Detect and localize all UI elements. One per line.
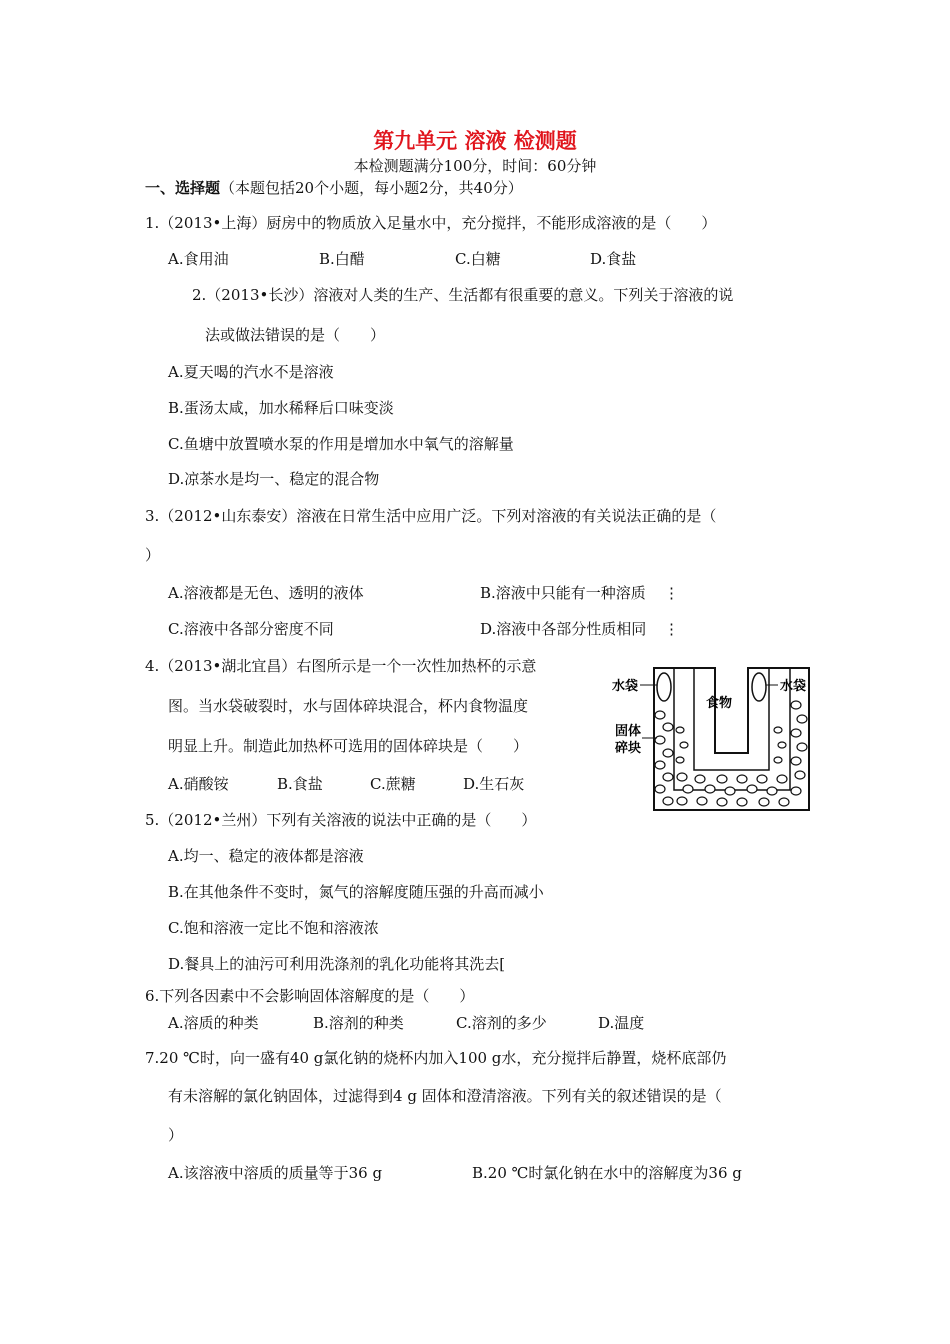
q7-option-b: B.20 ℃时氯化钠在水中的溶解度为36 g [472,1164,742,1182]
section-heading [145,178,523,198]
q6-option-d: D.温度 [598,1014,645,1032]
label-solid-line2: 碎块 [615,741,642,756]
label-food: 食物 [706,696,733,711]
label-solid-line1: 固体 [615,724,642,739]
q1-option-b: B.白醋 [319,250,365,268]
q1-option-d: D.食盐 [590,250,637,268]
q7-option-a: A.该溶液中溶质的质量等于36 g [168,1164,383,1182]
q2-option-c: C.鱼塘中放置喷水泵的作用是增加水中氧气的溶解量 [168,435,514,453]
water-bag-left [657,673,671,701]
question-7-stem-line1: 7.20 ℃时，向一盛有40 g氯化钠的烧杯内加入100 g水，充分搅拌后静置，烧杯底部仍 [145,1049,727,1067]
q1-option-c: C.白糖 [455,250,501,268]
q4-option-d: D.生石灰 [463,775,525,793]
heating-cup-diagram [612,665,812,815]
question-2-stem-line1: 2.（2013•长沙）溶液对人类的生产、生活都有很重要的意义。下列关于溶液的说 [192,286,734,304]
question-4-stem-line2: 图。当水袋破裂时，水与固体碎块混合，杯内食物温度 [168,697,529,715]
q4-option-b: B.食盐 [277,775,323,793]
q4-option-a: A.硝酸铵 [168,775,229,793]
q5-option-b: B.在其他条件不变时，氮气的溶解度随压强的升高而减小 [168,883,544,901]
margin-mark: ⋮ [664,620,680,638]
question-7-stem-line2: 有未溶解的氯化钠固体，过滤得到4 g 固体和澄清溶液。下列有关的叙述错误的是（ [168,1087,722,1105]
question-1-stem: 1.（2013•上海）厨房中的物质放入足量水中，充分搅拌，不能形成溶液的是（ ） [145,214,717,232]
water-bag-right [752,673,766,701]
question-2-stem-line2: 法或做法错误的是（ ） [205,326,386,344]
q6-option-c: C.溶剂的多少 [456,1014,547,1032]
question-3-stem-line2: ） [145,546,161,564]
q2-option-a: A.夏天喝的汽水不是溶液 [168,363,334,381]
question-6-stem: 6.下列各因素中不会影响固体溶解度的是（ ） [145,987,475,1005]
q1-option-a: A.食用油 [168,250,229,268]
q2-option-b: B.蛋汤太咸，加水稀释后口味变淡 [168,399,394,417]
q5-option-d: D.餐具上的油污可利用洗涤剂的乳化功能将其洗去[ [168,955,506,973]
exam-info: 本检测题满分100分，时间：60分钟 [353,157,597,175]
section-description: （本题包括20个小题，每小题2分，共40分） [220,179,523,197]
q4-option-c: C.蔗糖 [370,775,416,793]
q3-option-c: C.溶液中各部分密度不同 [168,620,334,638]
label-water-bag-left: 水袋 [612,679,639,694]
q2-option-d: D.凉茶水是均一、稳定的混合物 [168,470,380,488]
q3-option-a: A.溶液都是无色、透明的液体 [168,584,364,602]
q6-option-b: B.溶剂的种类 [313,1014,404,1032]
q6-option-a: A.溶质的种类 [168,1014,259,1032]
question-3-stem-line1: 3.（2012•山东泰安）溶液在日常生活中应用广泛。下列对溶液的有关说法正确的是（ [145,507,717,525]
q5-option-c: C.饱和溶液一定比不饱和溶液浓 [168,919,379,937]
question-5-stem: 5.（2012•兰州）下列有关溶液的说法中正确的是（ ） [145,811,537,829]
margin-mark: ⋮ [664,584,680,602]
q3-option-b: B.溶液中只能有一种溶质 [480,584,646,602]
label-water-bag-right: 水袋 [780,679,807,694]
question-4-stem-line3: 明显上升。制造此加热杯可选用的固体碎块是（ ） [168,737,529,755]
q5-option-a: A.均一、稳定的液体都是溶液 [168,847,364,865]
question-4-stem-line1: 4.（2013•湖北宜昌）右图所示是一个一次性加热杯的示意 [145,657,537,675]
cup-inner-wall [674,668,790,790]
question-7-stem-line3: ） [168,1126,184,1144]
page-title: 第九单元 溶液 检测题 [373,129,577,153]
section-label: 一、选择题 [145,179,221,197]
q3-option-d: D.溶液中各部分性质相同 [480,620,647,638]
